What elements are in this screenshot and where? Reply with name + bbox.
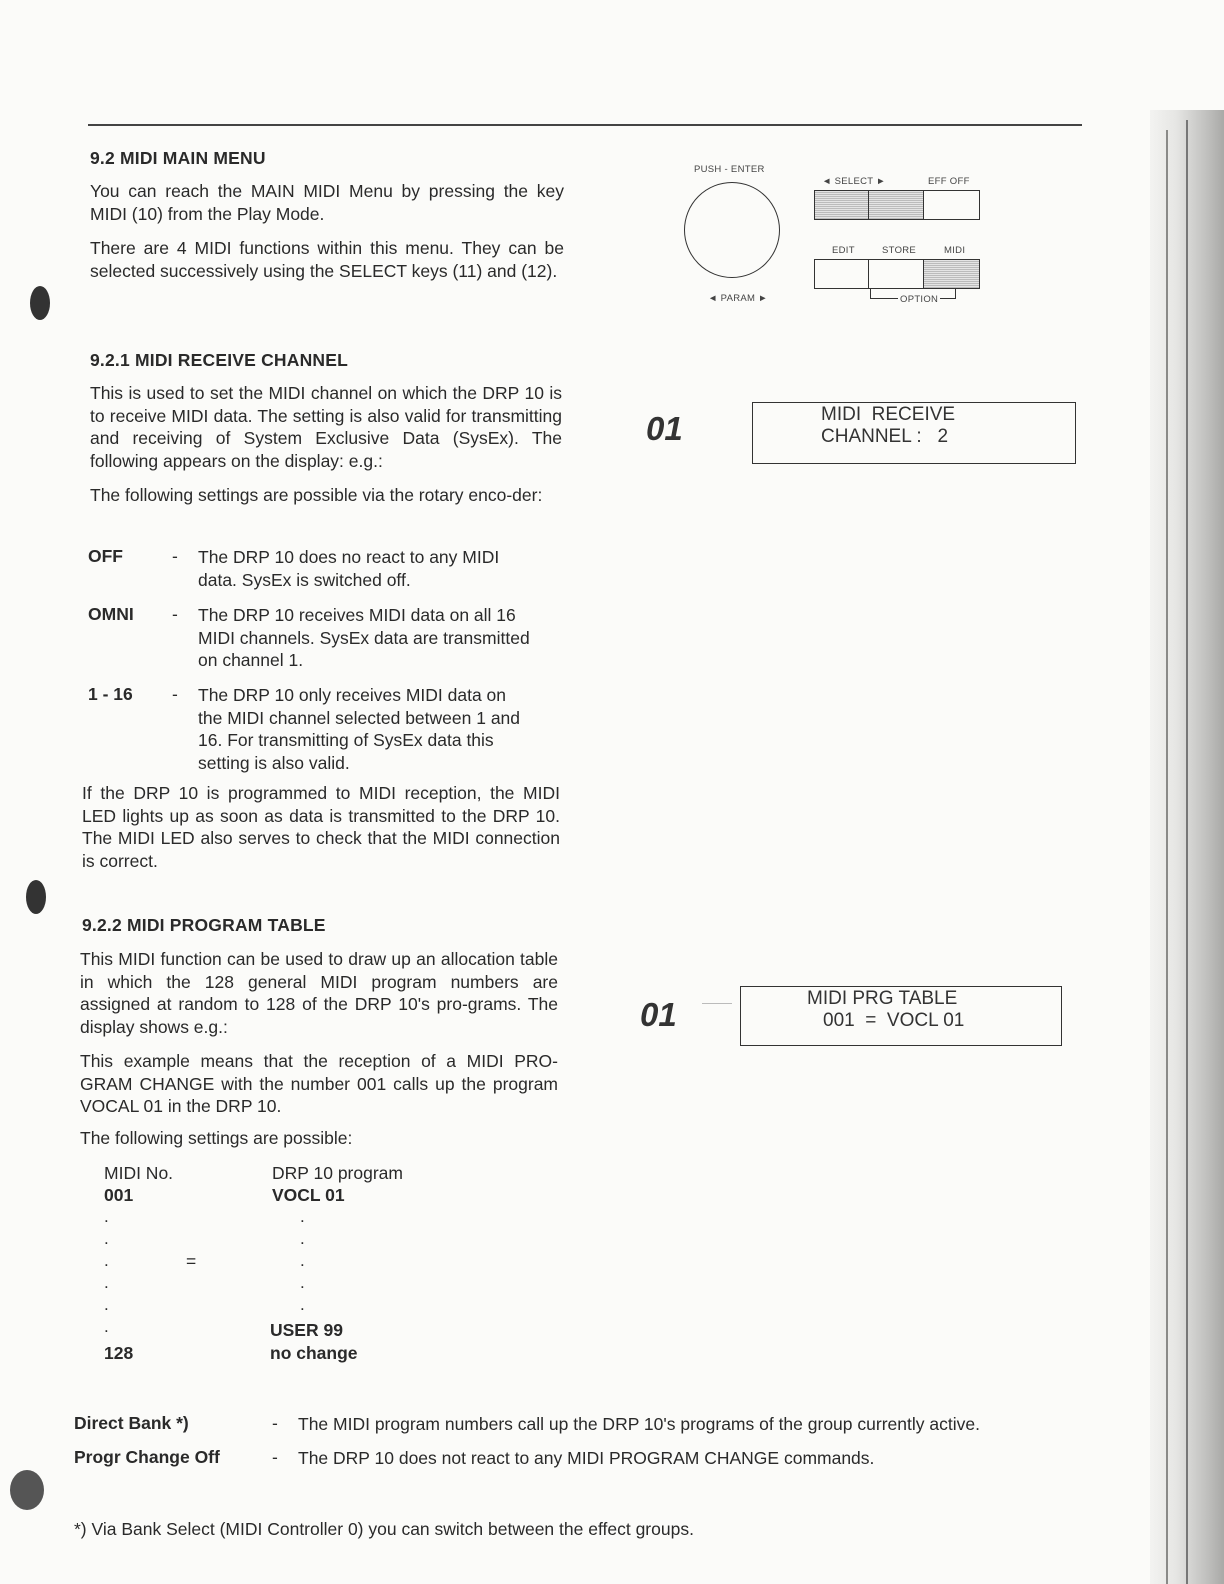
definition-line: the MIDI channel selected between 1 and bbox=[198, 707, 521, 728]
page-edge-line bbox=[1166, 130, 1168, 1584]
midi-number: 001 bbox=[104, 1185, 134, 1205]
program-name: no change bbox=[270, 1343, 358, 1363]
ellipsis-dot: . bbox=[300, 1229, 305, 1248]
progr-change-off-term: Progr Change Off bbox=[74, 1447, 220, 1467]
ellipsis-dot: . bbox=[104, 1295, 109, 1314]
ellipsis-dot: . bbox=[104, 1251, 109, 1270]
binder-hole bbox=[10, 1470, 44, 1510]
option-definition bbox=[198, 684, 520, 774]
receive-heading: 9.2.1 MIDI RECEIVE CHANNEL bbox=[90, 350, 349, 370]
direct-bank-text: The MIDI program numbers call up the DRP 10's programs of the group currently active. bbox=[298, 1414, 980, 1434]
settings-paragraph: The following settings are possible via the rotary enco-der: bbox=[90, 485, 543, 505]
ellipsis-dot: . bbox=[300, 1207, 305, 1226]
section-heading: 9.2 MIDI MAIN MENU bbox=[90, 148, 266, 168]
definition-line: on channel 1. bbox=[198, 650, 304, 670]
option-definition bbox=[198, 604, 530, 672]
select-right-key bbox=[869, 191, 923, 219]
lcd-line-2: CHANNEL : 2 bbox=[821, 426, 949, 447]
midi-label: MIDI bbox=[944, 245, 966, 256]
possible-settings: The following settings are possible: bbox=[80, 1128, 353, 1148]
select-label: ◄ SELECT ► bbox=[822, 176, 886, 187]
ellipsis-dot: . bbox=[300, 1273, 305, 1292]
ellipsis-dot: . bbox=[104, 1317, 109, 1336]
push-enter-label: PUSH - ENTER bbox=[694, 164, 765, 175]
option-definition bbox=[198, 546, 499, 591]
param-label: ◄ PARAM ► bbox=[708, 293, 768, 304]
binder-hole bbox=[30, 286, 50, 320]
col-header-program: DRP 10 program bbox=[272, 1163, 403, 1183]
program-name: USER 99 bbox=[270, 1320, 343, 1340]
store-key bbox=[869, 260, 923, 288]
ellipsis-dot: . bbox=[104, 1273, 109, 1292]
equals-sign: = bbox=[186, 1251, 197, 1271]
pointer-line bbox=[702, 1003, 732, 1004]
example-paragraph: This example means that the reception of a MIDI PRO-GRAM CHANGE with the number 001 calls up the program VOCAL 01 in the DRP 10. bbox=[80, 1051, 558, 1116]
definition-line: MIDI channels. SysEx data are transmitted bbox=[198, 627, 530, 648]
option-term: OFF bbox=[88, 546, 123, 566]
eff-off-key bbox=[924, 191, 979, 219]
function-key-row bbox=[814, 259, 980, 289]
lcd-display-receive bbox=[752, 402, 1076, 464]
select-paragraph: There are 4 MIDI functions within this menu. They can be selected successively using the SELECT keys (11) and (12). bbox=[90, 238, 564, 281]
page-edge-line bbox=[1186, 120, 1188, 1584]
lcd-line-1: MIDI PRG TABLE bbox=[807, 988, 958, 1009]
rotary-encoder bbox=[684, 182, 780, 278]
definition-line: 16. For transmitting of SysEx data this bbox=[198, 730, 494, 750]
binder-hole bbox=[26, 880, 46, 914]
ellipsis-dot: . bbox=[300, 1295, 305, 1314]
edit-key bbox=[815, 260, 869, 288]
option-dash: - bbox=[172, 684, 178, 704]
program-paragraph: This MIDI function can be used to draw up an allocation table in which the 128 general MIDI program numbers are assigned at random to 128 of the DRP 10's pro-grams. The display shows e.g.: bbox=[80, 949, 558, 1037]
program-heading: 9.2.2 MIDI PROGRAM TABLE bbox=[82, 915, 326, 935]
ellipsis-dot: . bbox=[104, 1229, 109, 1248]
footnote: *) Via Bank Select (MIDI Controller 0) you can switch between the effect groups. bbox=[74, 1519, 694, 1539]
definition-line: setting is also valid. bbox=[198, 752, 350, 773]
definition-line: The DRP 10 receives MIDI data on all 16 bbox=[198, 605, 516, 625]
display-number: 01 bbox=[640, 996, 677, 1033]
midi-number: 128 bbox=[104, 1343, 134, 1363]
lcd-line-1: MIDI RECEIVE bbox=[821, 404, 956, 425]
option-label: OPTION bbox=[900, 294, 939, 305]
intro-paragraph: You can reach the MAIN MIDI Menu by pressing the key MIDI (10) from the Play Mode. bbox=[90, 181, 564, 224]
option-dash: - bbox=[172, 546, 178, 566]
lcd-display-program bbox=[740, 986, 1062, 1046]
select-left-key bbox=[815, 191, 869, 219]
direct-bank-dash: - bbox=[272, 1413, 278, 1433]
option-term: 1 - 16 bbox=[88, 684, 133, 704]
select-key-row bbox=[814, 190, 980, 220]
led-paragraph: If the DRP 10 is programmed to MIDI reception, the MIDI LED lights up as soon as data is transmitted to the DRP 10. The MIDI LED also serves to check that the MIDI connection is correct. bbox=[82, 783, 560, 871]
col-header-midi: MIDI No. bbox=[104, 1163, 174, 1183]
receive-paragraph: This is used to set the MIDI channel on which the DRP 10 is to receive MIDI data. The setting is also valid for transmitting and receiving of System Exclusive Data (SysEx). The following appears on the display: e.g.: bbox=[90, 383, 562, 471]
header-rule bbox=[88, 124, 1082, 126]
lcd-line-2: 001 = VOCL 01 bbox=[823, 1010, 965, 1031]
option-term: OMNI bbox=[88, 604, 134, 624]
display-number: 01 bbox=[646, 410, 683, 447]
store-label: STORE bbox=[882, 245, 917, 256]
definition-line: data. SysEx is switched off. bbox=[198, 569, 411, 590]
definition-line: The DRP 10 does no react to any MIDI bbox=[198, 547, 500, 567]
midi-key bbox=[924, 260, 979, 288]
program-name: VOCL 01 bbox=[272, 1185, 345, 1205]
ellipsis-dot: . bbox=[300, 1251, 305, 1270]
option-dash: - bbox=[172, 604, 178, 624]
direct-bank-term: Direct Bank *) bbox=[74, 1413, 189, 1433]
progr-change-off-dash: - bbox=[272, 1447, 278, 1467]
ellipsis-dot: . bbox=[104, 1207, 109, 1226]
progr-change-off-text: The DRP 10 does not react to any MIDI PROGRAM CHANGE commands. bbox=[298, 1448, 875, 1468]
edit-label: EDIT bbox=[832, 245, 855, 256]
eff-off-label: EFF OFF bbox=[928, 176, 970, 187]
definition-line: The DRP 10 only receives MIDI data on bbox=[198, 685, 507, 705]
